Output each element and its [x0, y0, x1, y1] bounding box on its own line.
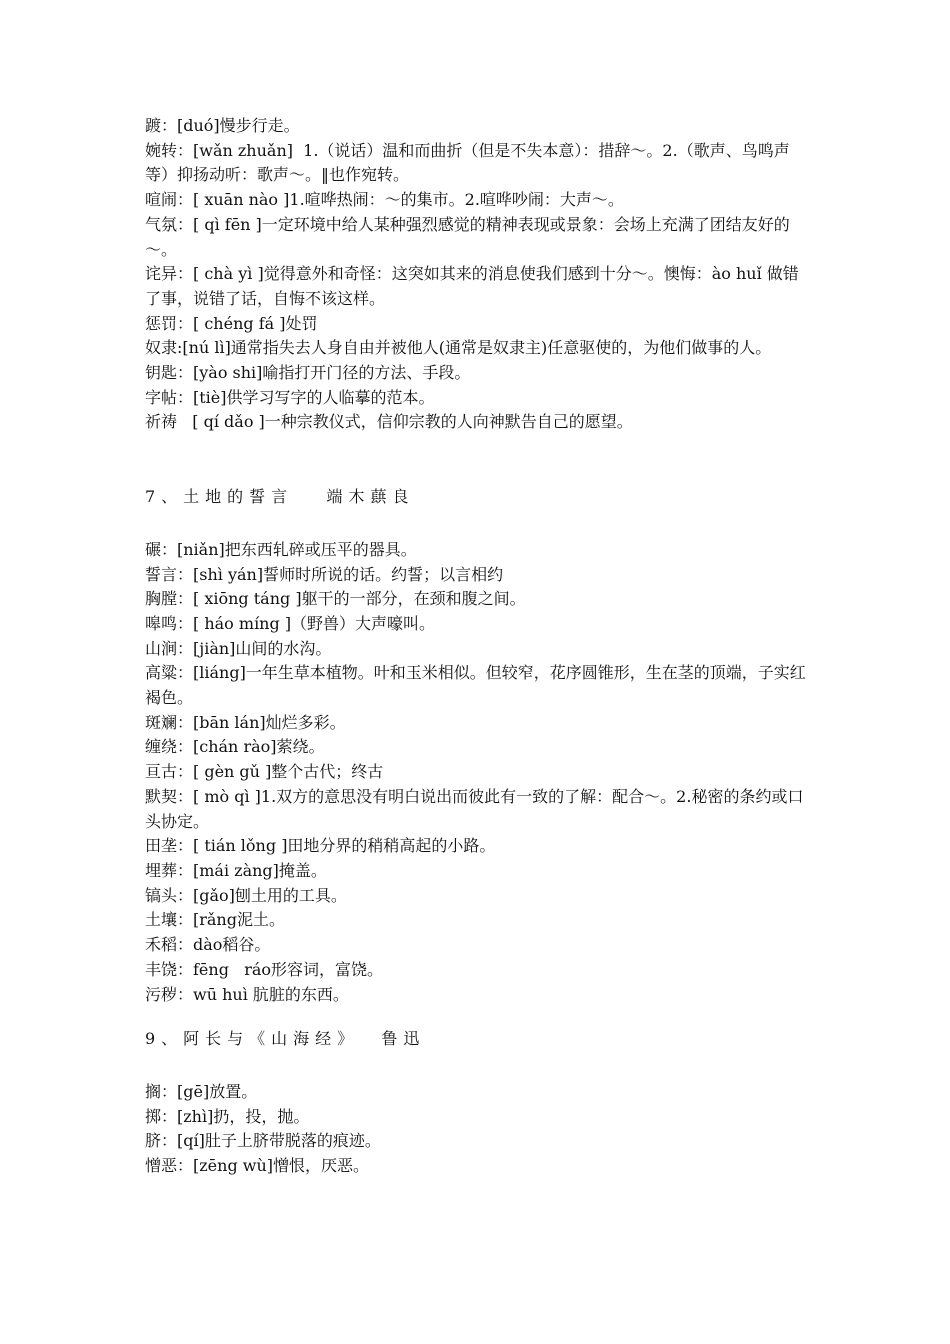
lesson-heading: 9、阿长与《山海经》 鲁迅: [145, 1029, 426, 1049]
vocab-entry: 土壤：[rǎng泥土。: [145, 910, 285, 930]
vocab-entry: 脐：[qí]肚子上脐带脱落的痕迹。: [145, 1131, 381, 1151]
vocab-section-continued: [145, 114, 810, 435]
vocab-entry: 田垄：[ tián lǒng ]田地分界的稍稍高起的小路。: [145, 836, 496, 856]
lesson-heading: 7、土地的誓言 端木蕻良: [145, 487, 415, 507]
vocab-entry: 埋葬：[mái zàng]掩盖。: [145, 860, 327, 880]
vocab-entry: 钥匙：[yào shi]喻指打开门径的方法、手段。: [145, 363, 471, 383]
vocab-entry: 憎恶：[zēng wù]憎恨，厌恶。: [145, 1156, 370, 1176]
vocab-entry: 碾：[niǎn]把东西轧碎或压平的器具。: [145, 539, 417, 559]
vocab-entry: 镐头：[gǎo]刨土用的工具。: [145, 885, 347, 905]
vocab-entry: 山涧：[jiàn]山间的水沟。: [145, 638, 332, 658]
vocab-entry: 丰饶：fēng ráo形容词，富饶。: [145, 959, 384, 979]
vocab-entry: 搁：[gē]放置。: [145, 1081, 258, 1101]
document-body: [145, 114, 810, 1179]
vocab-entry: 奴隶:[nú lì]通常指失去人身自由并被他人(通常是奴隶主)任意驱使的，为他们做事的人。: [145, 338, 772, 358]
vocab-entry: 祈祷 [ qí dǎo ]一种宗教仪式，信仰宗教的人向神默告自己的愿望。: [145, 412, 633, 432]
vocab-entry: 诧异：[ chà yì ]觉得意外和奇怪：这突如其来的消息使我们感到十分～。懊悔：ào huǐ 做错了事，说错了话，自悔不该这样。: [145, 264, 799, 308]
vocab-entry: 婉转：[wǎn zhuǎn] 1.（说话）温和而曲折（但是不失本意）：措辞～。2.（歌声、鸟鸣声等）抑扬动听：歌声～。‖也作宛转。: [145, 140, 790, 185]
vocab-entry: 缠绕：[chán rào]萦绕。: [145, 737, 325, 757]
vocab-entry: 禾稻：dào稻谷。: [145, 935, 271, 955]
vocab-entry: 字帖：[tiè]供学习写字的人临摹的范本。: [145, 387, 435, 407]
vocab-entry: 高粱：[liáng]一年生草本植物。叶和玉米相似。但较窄，花序圆锥形，生在茎的顶端，子实红褐色。: [145, 663, 806, 708]
vocab-section-lesson-9: [145, 1080, 810, 1179]
vocab-entry: 气氛：[ qì fēn ]一定环境中给人某种强烈感觉的精神表现或景象：会场上充满了团结友好的～。: [145, 214, 790, 259]
vocab-entry: 胸膛：[ xiōng táng ]躯干的一部分，在颈和腹之间。: [145, 589, 526, 609]
vocab-entry: 斑斓：[bān lán]灿烂多彩。: [145, 712, 346, 732]
vocab-entry: 喧闹：[ xuān nào ]1.喧哗热闹：～的集市。2.喧哗吵闹：大声～。: [145, 190, 624, 210]
vocab-entry: 掷：[zhì]扔，投，抛。: [145, 1106, 310, 1126]
vocab-entry: 惩罚：[ chéng fá ]处罚: [145, 313, 318, 333]
vocab-entry: 嗥鸣：[ háo míng ]（野兽）大声嚎叫。: [145, 613, 436, 633]
vocab-entry: 亘古：[ gèn gǔ ]整个古代；终古: [145, 762, 384, 782]
vocab-entry: 誓言：[shì yán]誓师时所说的话。约誓；以言相约: [145, 564, 504, 584]
vocab-entry: 踱：[duó]慢步行走。: [145, 116, 300, 135]
vocab-entry: 污秽：wū huì 肮脏的东西。: [145, 984, 349, 1004]
vocab-entry: 默契：[ mò qì ]1.双方的意思没有明白说出而彼此有一致的了解：配合～。2.秘密的条约或口头协定。: [145, 786, 804, 831]
vocab-section-lesson-7: [145, 538, 810, 1007]
